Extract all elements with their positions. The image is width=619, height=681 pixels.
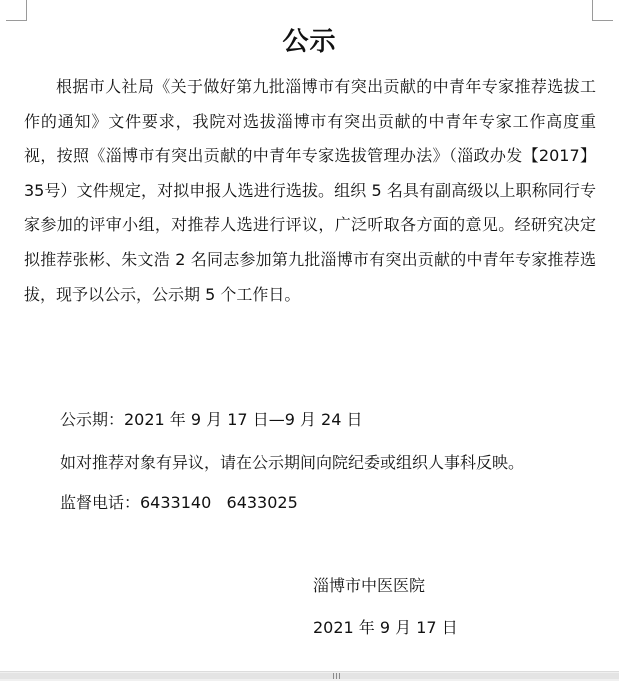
horizontal-scrollbar[interactable]: [0, 671, 619, 681]
signature-date: 2021 年 9 月 17 日: [313, 618, 458, 637]
document-title: 公示: [282, 27, 337, 57]
signature-organization: 淄博市中医医院: [313, 576, 426, 595]
scrollbar-grip-icon: [333, 673, 342, 679]
objection-line: 如对推荐对象有异议，请在公示期间向院纪委或组织人事科反映。: [60, 453, 525, 472]
scrollbar-thumb[interactable]: [0, 673, 619, 679]
crop-mark-top-left: [6, 0, 27, 21]
period-line: 公示期：2021 年 9 月 17 日—9 月 24 日: [60, 410, 363, 429]
phone-line: 监督电话：6433140 6433025: [60, 493, 298, 512]
crop-mark-top-right: [592, 0, 613, 21]
body-paragraph: 根据市人社局《关于做好第九批淄博市有突出贡献的中青年专家推荐选拔工作的通知》文件要求，我院对选拔淄博市有突出贡献的中青年专家工作高度重视，按照《淄博市有突出贡献的中青年专家选拔管理办法》（淄政办发【2017】35号）文件规定，对拟申报人选进行选拔。组织 5 名具有副高级以上职称同行专家参加的评审小组，对推荐人选进行评议，广泛听取各方面的意见。经研究决定拟推荐张彬、朱文浩 2 名同志参加第九批淄博市有突出贡献的中青年专家推荐选拔，现予以公示，公示期 5 个工作日。: [24, 77, 596, 304]
